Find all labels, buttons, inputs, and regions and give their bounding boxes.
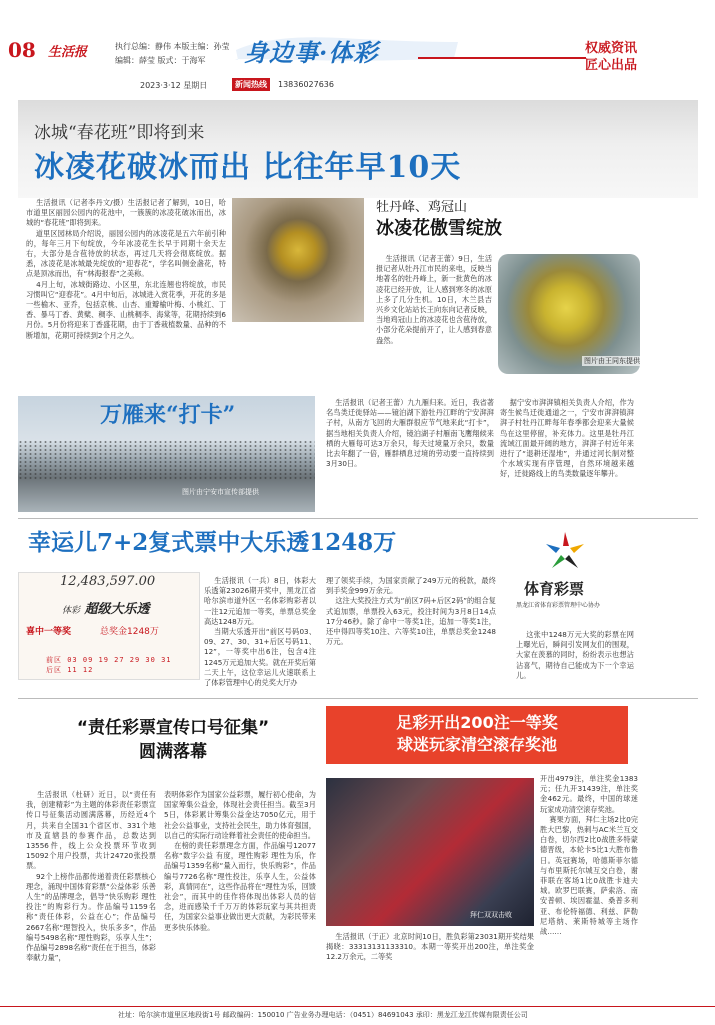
lotto-headline: 幸运儿7+2复式票中大乐透1248万	[28, 529, 397, 556]
article-body: 生活报讯（记者李丹文/摄）生活报记者了解到，10日，哈市道里区丽园公园内的花池中，一簇簇的冰凌花破冰而出，冰城的“春花班”即将到来。 道里区园林局介绍说，丽园公园内的冰凌花是五六年前引种的，每年三月下旬绽放，今年冰凌花生长早于同期十余天左右，大部分是含苞待放的状态，再过几天将会彻底绽放。据悉，冰凌花是冰城最先绽放的“迎春花”，学名叫侧金盏花，特点是顶冰而出，有“林海报春”之美称。 4月上旬，冰城街路边、小区里，东北连翘也将绽放，市民习惯叫它“迎春花”。4月中旬后，冰城进入赏花季，开花的多是一些榆木、亚乔，包括京桃、山杏、重瓣榆叶梅、小桃红、丁香、暴马丁香、黄檗、稠李、山桃稠李、海棠等，花期持续到6月份。5月份将迎来丁香盛花期，由于丁香栽植数量、品种的不断增加，花期可持续到2个月之久。	[26, 198, 226, 340]
sports-lottery-org: 黑龙江省体育彩票管理中心协办	[516, 602, 601, 609]
geese-body: 生活报讯（记者王蕾）九九雁归来。近日，我省著名鸟类迁徙驿站——镜泊湖下游牡丹江畔的宁安湃湃子村，从南方飞回的大雁群很应节气地来此“打卡”，据当地相关负责人介绍，镜泊湖子村雁南飞鹰翔候来栖的大雁每可达3万余只，每天过境量万余只，数量比去年翻了一倍，雁群栖息过境的劳动要一直持续到3月30日。	[326, 398, 494, 469]
staff-line-2: 编辑：薛莹 版式：于海军	[115, 56, 206, 65]
header-rule	[418, 57, 586, 59]
section-title: 身边事·体彩	[244, 38, 379, 67]
lotto-body-secondary: 理了领奖手续，为国家贡献了249万元的税款，最终到手奖金999万余元。 这注大奖投注方式为“前区7码+后区2码”的组合复式追加票，单票投入63元，投注时间为3月8日14点17分46秒。除了命中一等奖1注，追加一等奖1注，还中得四等奖10注、六等奖10注，单票总奖金1248万元。	[326, 576, 496, 647]
ticket-numbers	[46, 655, 172, 675]
issue-date: 2023·3·12 星期日	[140, 81, 208, 90]
article-headline: 冰凌花破冰而出 比往年早10天	[34, 150, 462, 185]
article-kicker: 冰城“春花班”即将到来	[34, 123, 205, 143]
article-body-secondary: 生活报讯（记者王蕾）9日，生活报记者从牡丹江市民的来电，反映当地著名的牡丹峰上，新一批黄色的冰凌花已经开放，让人感到寒冬的冰原上多了几分生机。10日，木兰县吉兴乡文化站站长王向东向记者反映，当地鸡冠山上的冰凌花也含苞待放，小部分花朵提前开了，让人感到春意盎然。	[376, 254, 492, 345]
section-divider	[18, 698, 698, 699]
ticket-brand	[62, 598, 150, 617]
slogan-body-secondary: 表明体彩作为国家公益彩票，履行初心使命，为国家筹集公益金，体现社会责任担当。截至3月5日，体彩累计筹集公益金达7050亿元，用于社会公益事业，支持社会民生，助力体育强国，以自己的实际行动诠释着社会责任的使命担当。 在榜的责任彩票理念方面，作品编号12077名称“数字公益 有度，理性购彩 理性为乐，作品编号1359名称“量入而行，快乐购彩”，作品编号7726名称“理性投注，乐享人生，公益体彩，真情同在”，这些作品将在“理性为乐，回馈社会”，而其中的佳作将体现出体彩人员的信念，进而感染千千万万的体彩玩家与其共担责任，为国家公益事业做出更大贡献，为彩民带来更多快乐体验。	[164, 790, 316, 932]
ticket-front-numbers: 前区 03 09 19 27 29 30 31	[46, 656, 172, 664]
ticket-prize-label: 喜中一等奖	[26, 627, 72, 637]
soccer-headline	[326, 712, 628, 756]
ticket-prize-amount: 总奖金1248万	[100, 627, 159, 637]
slogan-line-2: 匠心出品	[585, 58, 638, 73]
photo-caption: 图片由宁安市宣传部提供	[182, 488, 259, 496]
slogan-headline-line-2: 圆满落幕	[139, 742, 207, 762]
ticket-back-numbers: 后区 11 12	[46, 666, 94, 674]
soccer-photo	[326, 778, 534, 926]
section-divider	[18, 518, 698, 519]
ticket-amount-handwritten: 12,483,597.00	[60, 574, 156, 589]
slogan-headline	[28, 716, 318, 764]
soccer-headline-line-1: 足彩开出200注一等奖	[396, 713, 558, 732]
slogan-body: 生活报讯（杜研）近日，以“责任有我，创建精彩”为主题的体彩责任彩票宣传口号征集活动圆满落幕，历经近4个月，共来自全国31个省区市、331个地市及直辖县的参赛作品，总数达到13556件，线上公众投票环节收到15092个用户投票，共计24720张投票票。 92个上榜作品都传递着责任彩票核心理念，涌现中国体育彩票“公益体彩 乐善人生”的品牌理念，倡导“快乐购彩 理性投注”的购彩行为。作品编号1159名称“责任体彩，公益在心”；作品编号2667名称“理智投入，快乐多多”，作品编号5498名称“理性购彩，乐享人生”；作品编号2898名称“责任在于担当，体彩奉献力量”，	[26, 790, 156, 963]
sports-lottery-name: 体育彩票	[524, 580, 585, 598]
photo-caption: 图片由王同东提供	[584, 357, 640, 365]
soccer-headline-line-2: 球迷玩家清空滚存奖池	[396, 735, 557, 754]
ticket-brand-name: 超级大乐透	[84, 602, 150, 617]
sub-headline: 冰凌花傲雪绽放	[376, 218, 502, 239]
lotto-body: 生活报讯（一兵）8日，体彩大乐透第23026期开奖中，黑龙江省哈尔滨市道外区一名体彩购彩者以一注12元追加一等奖，单票总奖金高达1248万元。 当期大乐透开出“前区号码03、09、27、30、31+后区号码11、12”，一等奖中出6注，包含4注1245万元追加大奖。就在开奖后第二天上午，这位幸运儿火速联系上了体彩管理中心的兑奖大厅办	[204, 576, 316, 688]
ticket-brand-prefix: 体彩	[62, 606, 81, 616]
staff-line-1: 执行总编：静伟 本版主编：孙莹	[115, 42, 230, 51]
staff-credits	[115, 40, 230, 68]
hotline-label: 新闻热线	[232, 78, 270, 91]
photo-caption: 拜仁双双击败	[470, 911, 512, 919]
sports-lottery-logo-icon	[540, 528, 590, 574]
lotto-body-tail: 这张中1248万元大奖的彩票在网上曝光后，瞬间引发网友们的围观，大家在羡慕的同时，纷纷表示也想沾沾喜气，期待自己能成为下一个幸运儿。	[516, 630, 634, 680]
soccer-body: 生活报讯（于正）北京时间10日，胜负彩第23031期开奖结果揭晓：33313131133310。本期一等奖开出200注，单注奖金12.2万余元，二等奖	[326, 932, 534, 962]
flower-photo	[232, 198, 364, 322]
hotline-number: 13836027636	[278, 80, 334, 89]
page-number: 08	[8, 38, 36, 62]
geese-body-secondary: 据宁安市湃湃镇相关负责人介绍，作为寄生候鸟迁徙通道之一，宁安市湃湃镇湃湃子村牡丹江畔每年春季都会迎来大量候鸟在这里停留，补充体力。这里是牡丹江流域江面最开阔的地方，湃湃子村近年来进行了“退耕还湿地”，并通过河长制对整个水域实现有序管理，自然环境越来越好，迁徙路线上的鸟类数量逐年攀升。	[500, 398, 634, 479]
geese-headline: 万雁来“打卡”	[100, 402, 236, 428]
newspaper-brand: 生活报	[48, 45, 88, 60]
soccer-body-secondary: 开出4979注，单注奖金1383元；任九开31439注，单注奖金462元。最终，中国的球迷玩家成功清空滚存奖池。 赛果方面，拜仁主场2比0完胜大巴黎，热刺与AC米兰互交白卷，切尔西2比0战胜多特蒙德晋级，本轮卡5比1大胜布鲁日。英冠赛场，哈德斯菲尔德与布里斯托尔城互交白卷，谢菲联在客场1比0战胜卡迪夫城。欧罗巴联赛，萨索洛、南安普顿、埃因霍温、桑普多利亚、布伦特福德、利兹、萨勒尼塔纳、莱斯特城等主场作战……	[540, 774, 638, 937]
footer-text: 社址：哈尔滨市道里区地段街1号 邮政编码：150010 广告业务办理电话：（0451）84691043 承印：黑龙江龙江传媒有限责任公司	[118, 1011, 528, 1019]
slogan-line-1: 权威资讯	[585, 41, 638, 56]
slogan-headline-line-1: “责任彩票宣传口号征集”	[76, 718, 270, 738]
geese-flock	[18, 440, 315, 480]
sub-kicker: 牡丹峰、鸡冠山	[376, 200, 468, 215]
header-slogan	[585, 40, 637, 74]
